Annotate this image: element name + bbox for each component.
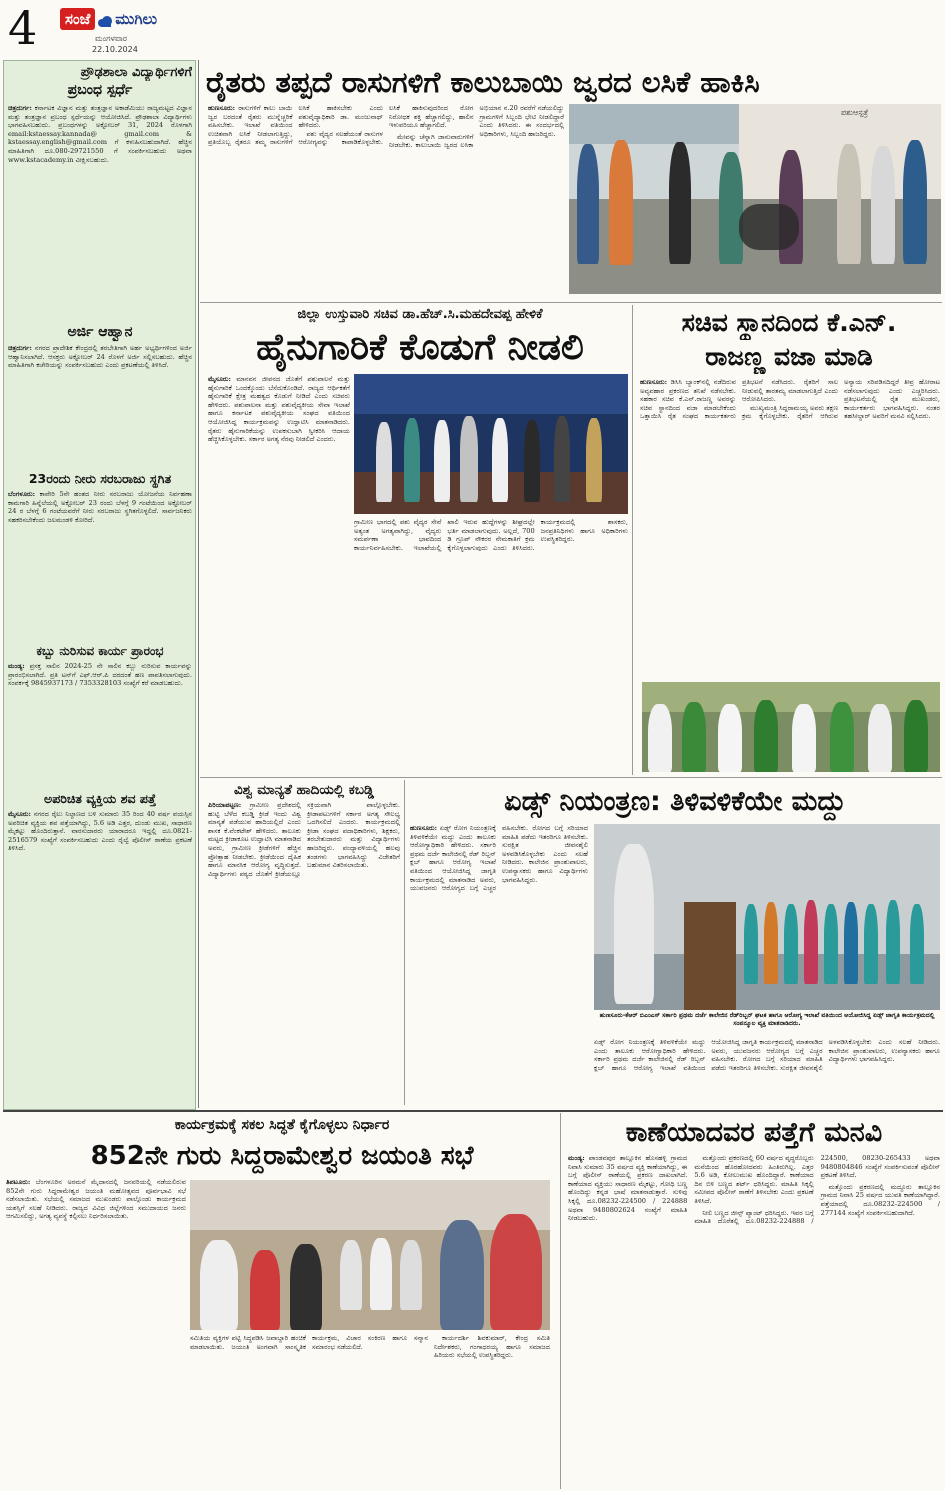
essay-headline-2: ಪ್ರಬಂಧ ಸ್ಪರ್ಧೆ bbox=[67, 82, 133, 98]
water-body bbox=[8, 490, 192, 642]
horticulture-kicker: ಜಿಲ್ಲಾ ಉಸ್ತುವಾರಿ ಸಚಿವ ಡಾ.ಹೆಚ್.ಸಿ.ಮಹದೇವಪ್ಪ ಹೇಳಿಕೆ bbox=[297, 307, 543, 322]
masthead-date: 22.10.2024 bbox=[92, 45, 138, 54]
water-dateline: ಬೆಂಗಳೂರು: bbox=[8, 490, 36, 498]
kabaddi-body bbox=[208, 801, 400, 1103]
aids-caption: ಹುಣಸೂರು-ಕೆಆರ್‌ ಬಿಎಂಎಸ್ ಸರ್ಕಾರಿ ಪ್ರಥಮ ದರ್ಜೆ ಕಾಲೇಜಿನ ರೆಡ್‌ರಿಬ್ಬನ್ ಘಟಕ ಹಾಗೂ ಆರೋಗ್ಯ ಇಲಾಖೆ ವತಿಯಿಂದ ಆಯೋಜಿಸಿದ್ದ ಏಡ್ಸ್ ಜಾಗೃತಿ ಕಾರ್ಯಕ್ರಮದಲ್ಲಿ ಸಂಪನ್ಮೂಲ ವ್ಯಕ್ತಿ ಮಾತನಾಡಿದರು. bbox=[599, 1012, 935, 1027]
unknown-body bbox=[8, 810, 192, 1100]
applications-headline: ಅರ್ಜಿ ಆಹ್ವಾನ bbox=[67, 324, 133, 340]
unknown-dateline: ಮೈಸೂರು: bbox=[8, 810, 31, 818]
jayanti-body-1 bbox=[6, 1178, 186, 1486]
applications-brief bbox=[8, 322, 192, 448]
sugarcane-brief bbox=[8, 642, 192, 800]
minister-headline-1: ಸಚಿವ ಸ್ಥಾನದಿಂದ ಕೆ.ಎನ್. bbox=[681, 308, 897, 337]
missing-dateline: ಮಂಡ್ಯ: bbox=[568, 1154, 585, 1162]
missing-text-3: ನೀಲಿ ಬಣ್ಣದ ಜೀನ್ಸ್ ಪ್ಯಾಂಟ್ ಧರಿಸಿದ್ದರು. ಇವರ ಬಗ್ಗೆ ಮಾಹಿತಿ ದೊರೆತಲ್ಲಿ ದೂ.08232-224888 / 224500, 08230-265433 ಅಥವಾ 9480804846 ಸಂಖ್ಯೆಗೆ ಸಂಪರ್ಕಿಸುವಂತೆ ಪೊಲೀಸ್ ಪ್ರಕಟಣೆ ತಿಳಿಸಿದೆ. bbox=[694, 1154, 940, 1226]
cloud-icon bbox=[97, 13, 113, 25]
water-text: ಕಾವೇರಿ 5ನೇ ಹಂತದ ನೀರು ಸರಬರಾಜು ಯೋಜನೆಯ ನಿರ್ವಹಣಾ ಕಾಮಗಾರಿ ಹಿನ್ನೆಲೆಯಲ್ಲಿ ಅಕ್ಟೋಬರ್ 23 ರಂದು ಬೆಳಗ್ಗೆ 9 ಗಂಟೆಯಿಂದ ಅಕ್ಟೋಬರ್ 24 ರ ಬೆಳಗ್ಗೆ 6 ಗಂಟೆಯವರೆಗೆ ನೀರು ಸರಬರಾಜು ಸ್ಥಗಿತಗೊಳ್ಳಲಿದೆ. ಸಾರ್ವಜನಿಕರು ಸಹಕರಿಸಬೇಕೆಂದು ಜಲಮಂಡಳಿ ಕೋರಿದೆ. bbox=[8, 490, 192, 524]
essay-text: ಕರ್ನಾಟಕ ವಿಜ್ಞಾನ ಮತ್ತು ತಂತ್ರಜ್ಞಾನ ಅಕಾಡೆಮಿಯು ರಾಜ್ಯಮಟ್ಟದ ವಿಜ್ಞಾನ ಮತ್ತು ತಂತ್ರಜ್ಞಾನ ಪ್ರಬಂಧ ಸ್ಪರ್ಧೆಯನ್ನು ಆಯೋಜಿಸಿದೆ. ಪ್ರೌಢಶಾಲಾ ವಿದ್ಯಾರ್ಥಿಗಳು ಭಾಗವಹಿಸಬಹುದು. ಪ್ರಬಂಧಗಳನ್ನು ಅಕ್ಟೋಬರ್ 31, 2024 ರೊಳಗಾಗಿ email:kstaessay.kannada@ gmail.com & kstaessay.english@gmail.com ಗೆ ಕಳುಹಿಸಬಹುದಾಗಿದೆ. ಹೆಚ್ಚಿನ ಮಾಹಿತಿಗಾಗಿ ದೂ.080-29721550 ಗೆ ಸಂಪರ್ಕಿಸಬಹುದು ಅಥವಾ www.kstacademy.in ವೀಕ್ಷಿಸಬಹುದು. bbox=[8, 104, 192, 164]
aids-photo bbox=[594, 824, 940, 1010]
horticulture-text-left: ಮಾನವನ ಜೀವನದ ಜೊತೆಗೆ ಪಶುಪಾಲನೆ ಮತ್ತು ಹೈನುಗಾರಿಕೆ ಒಂದಕ್ಕೊಂದು ಬೆಸೆದುಕೊಂಡಿದೆ. ರಾಜ್ಯದ ಆರ್ಥಿಕತೆಗೆ ಹೈನುಗಾರಿಕೆ ಕ್ಷೇತ್ರ ಮಹತ್ವದ ಕೊಡುಗೆ ನೀಡಿದೆ ಎಂದು ಸಚಿವರು ಹೇಳಿದರು. ಪಶುಪಾಲನಾ ಮತ್ತು ಪಶುವೈದ್ಯಕೀಯ ಸೇವಾ ಇಲಾಖೆ ಹಾಗೂ ಕರ್ನಾಟಕ ಪಶುವೈದ್ಯಕೀಯ ಸಂಘದ ವತಿಯಿಂದ ಆಯೋಜಿಸಿದ್ದ ಕಾರ್ಯಕ್ರಮವನ್ನು ಉದ್ಘಾಟಿಸಿ ಮಾತನಾಡಿದರು. ರೈತರು ಹೈನುಗಾರಿಕೆಯನ್ನು ಉಪಕಸುಬಾಗಿ ಸ್ವೀಕರಿಸಿ ಆದಾಯ ಹೆಚ್ಚಿಸಿಕೊಳ್ಳಬೇಕು. ಸರ್ಕಾರ ಅಗತ್ಯ ನೆರವು ನೀಡಲಿದೆ ಎಂದರು. bbox=[208, 375, 350, 444]
brand-name-left: ಸಂಜೆ bbox=[60, 8, 95, 30]
missing-body bbox=[568, 1154, 940, 1486]
vaccine-text-3: ಮೇವನ್ನು ಚೆನ್ನಾಗಿ ಜಾನುವಾರುಗಳಿಗೆ ನೀಡಬೇಕು. ಕಾಲುಬಾಯಿ ಜ್ವರದ ಲಸಿಕಾ ಅಭಿಯಾನ ನ.20 ರವರೆಗೆ ನಡೆಯಲಿದ್ದು ಗ್ರಾಮಗಳಿಗೆ ಸಿಬ್ಬಂದಿ ಭೇಟಿ ನೀಡಲಿದ್ದಾರೆ ಎಂದು ತಿಳಿಸಿದರು. ಈ ಸಂದರ್ಭದಲ್ಲಿ ಅಧಿಕಾರಿಗಳು, ಸಿಬ್ಬಂದಿ ಹಾಜರಿದ್ದರು. bbox=[389, 104, 564, 150]
horticulture-body-left bbox=[208, 375, 350, 775]
unknown-body-brief bbox=[8, 790, 192, 1100]
missing-text-4: ಮತ್ತೊಂದು ಪ್ರಕರಣದಲ್ಲಿ ಮದ್ದೂರು ತಾಲ್ಲೂಕಿನ ಗ್ರಾಮದ ನಿವಾಸಿ 25 ವರ್ಷದ ಯುವತಿ ಕಾಣೆಯಾಗಿದ್ದಾರೆ. ಪತ್ತೆಯಾದಲ್ಲಿ ದೂ.08232-224500 / 277144 ಸಂಖ್ಯೆಗೆ ಸಂಪರ್ಕಿಸಬಹುದಾಗಿದೆ. bbox=[820, 1182, 940, 1217]
missing-text-2: ಮತ್ತೊಂದು ಪ್ರಕರಣದಲ್ಲಿ 60 ವರ್ಷದ ವೃದ್ಧರೊಬ್ಬರು ಮನೆಯಿಂದ ಹೊರಹೋದವರು ಹಿಂತಿರುಗಿಲ್ಲ. ಎತ್ತರ 5.6 ಅಡಿ, ಕೋಲುಮುಖ ಹೊಂದಿದ್ದಾರೆ. ಕಾಣೆಯಾದ ದಿನ ಬಿಳಿ ಬಣ್ಣದ ಶರ್ಟ್ ಧರಿಸಿದ್ದರು. ಮಾಹಿತಿ ಸಿಕ್ಕಲ್ಲಿ ಸಮೀಪದ ಪೊಲೀಸ್ ಠಾಣೆಗೆ ತಿಳಿಸಬೇಕು ಎಂದು ಪ್ರಕಟಣೆ ತಿಳಿಸಿದೆ. bbox=[694, 1154, 814, 1205]
aids-dateline: ಹುಣಸೂರು: bbox=[410, 824, 438, 832]
missing-text-1: ಪಾಂಡವಪುರ ತಾಲ್ಲೂಕಿನ ಹೊಸಹಳ್ಳಿ ಗ್ರಾಮದ ನಿವಾಸಿ ಸುಮಾರು 35 ವರ್ಷದ ವ್ಯಕ್ತಿ ಕಾಣೆಯಾಗಿದ್ದು, ಈ ಬಗ್ಗೆ ಪೊಲೀಸ್ ಠಾಣೆಯಲ್ಲಿ ಪ್ರಕರಣ ದಾಖಲಾಗಿದೆ. ಕಾಣೆಯಾದ ವ್ಯಕ್ತಿಯು ಸಾಧಾರಣ ಮೈಕಟ್ಟು, ಗೋಧಿ ಬಣ್ಣ ಹೊಂದಿದ್ದು ಕನ್ನಡ ಭಾಷೆ ಮಾತನಾಡುತ್ತಾರೆ. ಸುಳಿವು ಸಿಕ್ಕಲ್ಲಿ ದೂ.08232-224500 / 224888 ಅಥವಾ 9480802624 ಸಂಖ್ಯೆಗೆ ಮಾಹಿತಿ ನೀಡಬಹುದು. bbox=[568, 1154, 688, 1223]
essay-headline-1: ಪ್ರೌಢಶಾಲಾ ವಿದ್ಯಾರ್ಥಿಗಳಿಗೆ bbox=[80, 65, 192, 80]
aids-body bbox=[410, 824, 588, 1104]
applications-body bbox=[8, 344, 192, 448]
vaccine-body bbox=[208, 104, 564, 300]
applications-text: ನಗರದ ಪ್ರಾದೇಶಿಕ ಕೇಂದ್ರದಲ್ಲಿ ತರಬೇತಿಗಾಗಿ ಅರ್ಹ ಅಭ್ಯರ್ಥಿಗಳಿಂದ ಅರ್ಜಿ ಆಹ್ವಾನಿಸಲಾಗಿದೆ. ಆಸಕ್ತರು ಅಕ್ಟೋಬರ್ 24 ರೊಳಗೆ ಅರ್ಜಿ ಸಲ್ಲಿಸಬಹುದು. ಹೆಚ್ಚಿನ ಮಾಹಿತಿಗಾಗಿ ಕಚೇರಿಯನ್ನು ಸಂಪರ್ಕಿಸಬಹುದು ಎಂದು ಪ್ರಕಟಣೆಯಲ್ಲಿ ತಿಳಿಸಿದೆ. bbox=[8, 344, 192, 370]
sugarcane-dateline: ಮಂಡ್ಯ: bbox=[8, 662, 25, 670]
minister-dateline: ಹುಣಸೂರು: bbox=[640, 378, 668, 386]
horticulture-text-right: ಗ್ರಾಮೀಣ ಭಾಗದಲ್ಲಿ ಪಶು ವೈದ್ಯರ ಸೇವೆ ಅತ್ಯಂತ ಅಗತ್ಯವಾಗಿದ್ದು, ವೈದ್ಯರು ಸಮರ್ಪಣಾ ಭಾವದಿಂದ ಕಾರ್ಯನಿರ್ವಹಿಸಬೇಕು. ಇಲಾಖೆಯಲ್ಲಿ ಖಾಲಿ ಇರುವ ಹುದ್ದೆಗಳನ್ನು ಶೀಘ್ರದಲ್ಲೇ ಭರ್ತಿ ಮಾಡಲಾಗುವುದು. ಅಲ್ಲದೆ, 700 ಡಿ ಗ್ರೂಪ್ ನೌಕರರ ನೇಮಕಾತಿಗೆ ಕ್ರಮ ಕೈಗೊಳ್ಳಲಾಗುವುದು ಎಂದು ತಿಳಿಸಿದರು. ಕಾರ್ಯಕ್ರಮದಲ್ಲಿ ಶಾಸಕರು, ಜನಪ್ರತಿನಿಧಿಗಳು ಹಾಗೂ ಅಧಿಕಾರಿಗಳು ಉಪಸ್ಥಿತರಿದ್ದರು. bbox=[354, 518, 628, 552]
vaccine-text-1: ರಾಸುಗಳಿಗೆ ಕಾಲು ಬಾಯಿ ಜ್ವರ ಬರದಂತೆ ರೈತರು ಮುನ್ನೆಚ್ಚರಿಕೆ ವಹಿಸಬೇಕು. ಇಲಾಖೆ ವತಿಯಿಂದ ಉಚಿತವಾಗಿ ಲಸಿಕೆ ನೀಡಲಾಗುತ್ತಿದ್ದು, ಪ್ರತಿಯೊಬ್ಬ ರೈತರೂ ತಮ್ಮ ರಾಸುಗಳಿಗೆ ಲಸಿಕೆ ಹಾಕಿಸಬೇಕು ಎಂದು ಪಶುವೈದ್ಯಾಧಿಕಾರಿ ಡಾ. ಮಂಜುನಾಥ್ ಹೇಳಿದರು. bbox=[208, 104, 383, 147]
sugarcane-headline: ಕಬ್ಬು ನುರಿಸುವ ಕಾರ್ಯ ಪ್ರಾರಂಭ bbox=[36, 644, 164, 658]
unknown-text: ನಗರದ ರೈಲು ನಿಲ್ದಾಣದ ಬಳಿ ಸುಮಾರು 35 ರಿಂದ 40 ವರ್ಷ ವಯಸ್ಸಿನ ಅಪರಿಚಿತ ವ್ಯಕ್ತಿಯ ಶವ ಪತ್ತೆಯಾಗಿದ್ದು, 5.6 ಅಡಿ ಎತ್ತರ, ದುಂಡು ಮುಖ, ಸಾಧಾರಣ ಮೈಕಟ್ಟು ಹೊಂದಿರುತ್ತಾನೆ. ವಾರಸುದಾರರು ಯಾರಾದರೂ ಇದ್ದಲ್ಲಿ ದೂ.0821-2516579 ಸಂಖ್ಯೆಗೆ ಸಂಪರ್ಕಿಸಬಹುದು ಎಂದು ರೈಲ್ವೆ ಪೊಲೀಸ್ ಠಾಣೆಯ ಪ್ರಕಟಣೆ ತಿಳಿಸಿದೆ. bbox=[8, 810, 192, 853]
brand-name-right: ಮುಗಿಲು bbox=[115, 10, 158, 28]
jayanti-body-2 bbox=[190, 1334, 550, 1486]
minister-body-1 bbox=[640, 378, 940, 676]
horticulture-headline: ಹೈನುಗಾರಿಕೆ ಕೊಡುಗೆ ನೀಡಲಿ bbox=[256, 327, 584, 368]
masthead-weekday: ಮಂಗಳವಾರ bbox=[95, 34, 128, 43]
kabaddi-headline: ವಿಶ್ವ ಮಾನ್ಯತೆ ಹಾದಿಯಲ್ಲಿ ಕಬಡ್ಡಿ bbox=[233, 782, 375, 798]
jayanti-photo bbox=[190, 1180, 550, 1330]
sugarcane-text: ಪ್ರಸಕ್ತ ಸಾಲಿನ 2024-25 ನೇ ಸಾಲಿನ ಕಬ್ಬು ನುರಿಸುವ ಕಾರ್ಯವನ್ನು ಪ್ರಾರಂಭಿಸಲಾಗಿದೆ. ಪ್ರತಿ ಟನ್‌ಗೆ ಎಫ್.ಆರ್.ಪಿ ದರದಂತೆ ಹಣ ಪಾವತಿಸಲಾಗುವುದು. ಸಂಪರ್ಕಕ್ಕೆ 9845937173 / 7353328103 ಸಂಖ್ಯೆಗೆ ಕರೆ ಮಾಡಬಹುದು. bbox=[8, 662, 192, 688]
essay-body bbox=[8, 104, 192, 316]
jayanti-text-3: ಕಾರ್ಯದರ್ಶಿ ಶಿವಕುಮಾರ್, ಕೇಂದ್ರ ಸಮಿತಿ ನಿರ್ದೇಶಕರು, ಗಂಗಾಧರಯ್ಯ ಹಾಗೂ ಸಮಾಜದ ಹಿರಿಯರು ಸಭೆಯಲ್ಲಿ ಉಪಸ್ಥಿತರಿದ್ದರು. bbox=[434, 1334, 550, 1360]
water-headline: 23ರಂದು ನೀರು ಸರಬರಾಜು ಸ್ಥಗಿತ bbox=[28, 471, 172, 486]
masthead bbox=[0, 0, 945, 60]
jayanti-kicker: ಕಾರ್ಯಕ್ರಮಕ್ಕೆ ಸಕಲ ಸಿದ್ಧತೆ ಕೈಗೊಳ್ಳಲು ನಿರ್ಧಾರ bbox=[174, 1117, 390, 1133]
vaccine-photo bbox=[569, 104, 941, 294]
aids-text: ಏಡ್ಸ್ ರೋಗ ನಿಯಂತ್ರಣಕ್ಕೆ ತಿಳಿವಳಿಕೆಯೇ ಮದ್ದು ಎಂದು ತಾಲೂಕು ಆರೋಗ್ಯಾಧಿಕಾರಿ ಹೇಳಿದರು. ಸರ್ಕಾರಿ ಪ್ರಥಮ ದರ್ಜೆ ಕಾಲೇಜಿನಲ್ಲಿ ರೆಡ್ ರಿಬ್ಬನ್ ಕ್ಲಬ್ ಹಾಗೂ ಆರೋಗ್ಯ ಇಲಾಖೆ ವತಿಯಿಂದ ಆಯೋಜಿಸಿದ್ದ ಜಾಗೃತಿ ಕಾರ್ಯಕ್ರಮದಲ್ಲಿ ಮಾತನಾಡಿದ ಅವರು, ಯುವಜನರು ಆರೋಗ್ಯದ ಬಗ್ಗೆ ಎಚ್ಚರ ವಹಿಸಬೇಕು. ರೋಗದ ಬಗ್ಗೆ ಸರಿಯಾದ ಮಾಹಿತಿ ಪಡೆದು ಇತರರಿಗೂ ತಿಳಿಸಬೇಕು. ಸುರಕ್ಷಿತ ಜೀವನಶೈಲಿ ಅಳವಡಿಸಿಕೊಳ್ಳಬೇಕು ಎಂದು ಸಲಹೆ ನೀಡಿದರು. ಕಾಲೇಜಿನ ಪ್ರಾಂಶುಪಾಲರು, ಉಪನ್ಯಾಸಕರು ಹಾಗೂ ವಿದ್ಯಾರ್ಥಿಗಳು ಭಾಗವಹಿಸಿದ್ದರು. bbox=[410, 824, 588, 893]
page-number: 4 bbox=[8, 1, 38, 55]
horticulture-body-right bbox=[354, 518, 628, 776]
aids-text-cont: ಏಡ್ಸ್ ರೋಗ ನಿಯಂತ್ರಣಕ್ಕೆ ತಿಳಿವಳಿಕೆಯೇ ಮದ್ದು ಎಂದು ತಾಲೂಕು ಆರೋಗ್ಯಾಧಿಕಾರಿ ಹೇಳಿದರು. ಸರ್ಕಾರಿ ಪ್ರಥಮ ದರ್ಜೆ ಕಾಲೇಜಿನಲ್ಲಿ ರೆಡ್ ರಿಬ್ಬನ್ ಕ್ಲಬ್ ಹಾಗೂ ಆರೋಗ್ಯ ಇಲಾಖೆ ವತಿಯಿಂದ ಆಯೋಜಿಸಿದ್ದ ಜಾಗೃತಿ ಕಾರ್ಯಕ್ರಮದಲ್ಲಿ ಮಾತನಾಡಿದ ಅವರು, ಯುವಜನರು ಆರೋಗ್ಯದ ಬಗ್ಗೆ ಎಚ್ಚರ ವಹಿಸಬೇಕು. ರೋಗದ ಬಗ್ಗೆ ಸರಿಯಾದ ಮಾಹಿತಿ ಪಡೆದು ಇತರರಿಗೂ ತಿಳಿಸಬೇಕು. ಸುರಕ್ಷಿತ ಜೀವನಶೈಲಿ ಅಳವಡಿಸಿಕೊಳ್ಳಬೇಕು ಎಂದು ಸಲಹೆ ನೀಡಿದರು. ಕಾಲೇಜಿನ ಪ್ರಾಂಶುಪಾಲರು, ಉಪನ್ಯಾಸಕರು ಹಾಗೂ ವಿದ್ಯಾರ್ಥಿಗಳು ಭಾಗವಹಿಸಿದ್ದರು. bbox=[594, 1038, 940, 1072]
water-brief bbox=[8, 470, 192, 642]
jayanti-headline: 852ನೇ ಗುರು ಸಿದ್ದರಾಮೇಶ್ವರ ಜಯಂತಿ ಸಭೆ bbox=[90, 1141, 474, 1171]
applications-dateline: ಚಿತ್ರದುರ್ಗ: bbox=[8, 344, 32, 352]
jayanti-text-2: ಸಮಿತಿಯ ವ್ಯಕ್ತಿಗಳ ಪಟ್ಟಿ ಸಿದ್ಧಪಡಿಸಿ ಜವಾಬ್ದಾರಿ ಹಂಚಿಕೆ ಮಾಡಲಾಯಿತು. ಜಯಂತಿ ಅಂಗವಾಗಿ ಸಾಂಸ್ಕೃತಿಕ ಕಾರ್ಯಕ್ರಮ, ವಿಚಾರ ಸಂಕಿರಣ ಹಾಗೂ ಸನ್ಮಾನ ಸಮಾರಂಭ ನಡೆಯಲಿದೆ. bbox=[190, 1334, 428, 1351]
aids-headline: ಏಡ್ಸ್ ನಿಯಂತ್ರಣ: ತಿಳಿವಳಿಕೆಯೇ ಮದ್ದು bbox=[504, 786, 846, 817]
essay-dateline: ಚಿತ್ರದುರ್ಗ: bbox=[8, 104, 32, 112]
minister-text-1: ಡಿಸಿಸಿ ಬ್ಯಾಂಕ್‌ನಲ್ಲಿ ನಡೆದಿರುವ ಅವ್ಯವಹಾರ ಪ್ರಕರಣದ ತನಿಖೆ ನಡೆಸಬೇಕು. ಸಹಕಾರ ಸಚಿವ ಕೆ.ಎನ್.ರಾಜಣ್ಣ ಅವರನ್ನು ಸಚಿವ ಸ್ಥಾನದಿಂದ ವಜಾ ಮಾಡಬೇಕೆಂದು ಒತ್ತಾಯಿಸಿ ರೈತ ಸಂಘದ ಕಾರ್ಯಕರ್ತರು ಪ್ರತಿಭಟನೆ ನಡೆಸಿದರು. ರೈತರಿಗೆ ಸಾಲ ನೀಡುವಲ್ಲಿ ತಾರತಮ್ಯ ಮಾಡಲಾಗುತ್ತಿದೆ ಎಂದು ಆರೋಪಿಸಿದರು. bbox=[640, 378, 838, 421]
minister-photo bbox=[642, 682, 940, 772]
minister-text-2: ಮುಖ್ಯಮಂತ್ರಿ ಸಿದ್ದರಾಮಯ್ಯ ಅವರು ತಕ್ಷಣ ಕ್ರಮ ಕೈಗೊಳ್ಳಬೇಕು. ರೈತರಿಗೆ ಆಗಿರುವ ಅನ್ಯಾಯ ಸರಿಪಡಿಸದಿದ್ದರೆ ತೀವ್ರ ಹೋರಾಟ ನಡೆಸಲಾಗುವುದು ಎಂದು ಎಚ್ಚರಿಸಿದರು. ಪ್ರತಿಭಟನೆಯಲ್ಲಿ ರೈತ ಮುಖಂಡರು, ಕಾರ್ಯಕರ್ತರು ಭಾಗವಹಿಸಿದ್ದರು. ನಂತರ ತಹಸೀಲ್ದಾರ್ ಅವರಿಗೆ ಮನವಿ ಸಲ್ಲಿಸಿದರು. bbox=[742, 378, 940, 421]
jayanti-text-1: ಬೆಂಗಳೂರಿನ ಅರಮನೆ ಮೈದಾನದಲ್ಲಿ ಜನವರಿಯಲ್ಲಿ ನಡೆಯಲಿರುವ 852ನೇ ಗುರು ಸಿದ್ದರಾಮೇಶ್ವರ ಜಯಂತಿ ಮಹೋತ್ಸವದ ಪೂರ್ವಭಾವಿ ಸಭೆ ನಡೆಸಲಾಯಿತು. ಸಭೆಯಲ್ಲಿ ಸಮಾಜದ ಮುಖಂಡರು ಪಾಲ್ಗೊಂಡು ಕಾರ್ಯಕ್ರಮದ ಯಶಸ್ಸಿಗೆ ಸಲಹೆ ನೀಡಿದರು. ರಾಜ್ಯದ ವಿವಿಧ ಜಿಲ್ಲೆಗಳಿಂದ ಸಮುದಾಯದ ಜನರು ಆಗಮಿಸಲಿದ್ದು, ಅಗತ್ಯ ವ್ಯವಸ್ಥೆ ಕಲ್ಪಿಸಲು ನಿರ್ಧರಿಸಲಾಯಿತು. bbox=[6, 1178, 186, 1221]
vaccine-dateline: ಹುಣಸೂರು: bbox=[208, 104, 236, 112]
kabaddi-dateline: ಪಿರಿಯಾಪಟ್ಟಣ: bbox=[208, 801, 242, 809]
vaccine-headline: ರೈತರು ತಪ್ಪದೆ ರಾಸುಗಳಿಗೆ ಕಾಲುಬಾಯಿ ಜ್ವರದ ಲಸಿಕೆ ಹಾಕಿಸಿ bbox=[206, 65, 760, 99]
kabaddi-text: ಗ್ರಾಮೀಣ ಪ್ರದೇಶದಲ್ಲಿ ಹುಟ್ಟಿ ಬೆಳೆದ ಕಬಡ್ಡಿ ಕ್ರೀಡೆ ಇಂದು ವಿಶ್ವ ಮಾನ್ಯತೆ ಪಡೆಯುವ ಹಾದಿಯಲ್ಲಿದೆ ಎಂದು ಶಾಸಕ ಕೆ.ವೆಂಕಟೇಶ್ ಹೇಳಿದರು. ತಾಲೂಕು ಮಟ್ಟದ ಕ್ರೀಡಾಕೂಟ ಉದ್ಘಾಟಿಸಿ ಮಾತನಾಡಿದ ಅವರು, ಗ್ರಾಮೀಣ ಕ್ರೀಡೆಗಳಿಗೆ ಹೆಚ್ಚಿನ ಪ್ರೋತ್ಸಾಹ ನೀಡಬೇಕು. ಕ್ರೀಡೆಯಿಂದ ದೈಹಿಕ ಹಾಗೂ ಮಾನಸಿಕ ಆರೋಗ್ಯ ವೃದ್ಧಿಸುತ್ತದೆ. ವಿದ್ಯಾರ್ಥಿಗಳು ಪಠ್ಯದ ಜೊತೆಗೆ ಕ್ರೀಡೆಯಲ್ಲೂ ಸಕ್ರಿಯವಾಗಿ ಪಾಲ್ಗೊಳ್ಳಬೇಕು. ಕ್ರೀಡಾಪಟುಗಳಿಗೆ ಸರ್ಕಾರ ಅಗತ್ಯ ಸೌಲಭ್ಯ ಒದಗಿಸಲಿದೆ ಎಂದರು. ಕಾರ್ಯಕ್ರಮದಲ್ಲಿ ಕ್ರೀಡಾ ಸಂಘದ ಪದಾಧಿಕಾರಿಗಳು, ಶಿಕ್ಷಕರು, ತರಬೇತುದಾರರು ಮತ್ತು ವಿದ್ಯಾರ್ಥಿಗಳು ಹಾಜರಿದ್ದರು. ಪಂದ್ಯಾವಳಿಯಲ್ಲಿ ಹಲವು ತಂಡಗಳು ಭಾಗವಹಿಸಿದ್ದು ವಿಜೇತರಿಗೆ ಬಹುಮಾನ ವಿತರಿಸಲಾಯಿತು. bbox=[208, 801, 400, 878]
minister-headline-2: ರಾಜಣ್ಣ ವಜಾ ಮಾಡಿ bbox=[705, 342, 873, 371]
horticulture-dateline: ಮೈಸೂರು: bbox=[208, 375, 231, 383]
vaccine-text-2: ಪಶು ವೈದ್ಯರ ಸಲಹೆಯಂತೆ ರಾಸುಗಳ ಆರೋಗ್ಯವನ್ನು ಕಾಪಾಡಿಕೊಳ್ಳಬೇಕು. ಲಸಿಕೆ ಹಾಕಿಸುವುದರಿಂದ ರೋಗ ನಿರೋಧಕ ಶಕ್ತಿ ಹೆಚ್ಚಾಗಲಿದ್ದು, ಹಾಲಿನ ಇಳುವರಿಯೂ ಹೆಚ್ಚಾಗಲಿದೆ. bbox=[298, 104, 474, 147]
building-sign: ಪಶುಆಸ್ಪತ್ರೆ bbox=[841, 108, 869, 117]
unknown-headline: ಅಪರಿಚಿತ ವ್ಯಕ್ತಿಯ ಶವ ಪತ್ತೆ bbox=[43, 791, 157, 806]
sugarcane-body bbox=[8, 662, 192, 800]
essay-brief bbox=[8, 64, 192, 316]
horticulture-photo bbox=[354, 374, 628, 514]
missing-headline: ಕಾಣೆಯಾದವರ ಪತ್ತೆಗೆ ಮನವಿ bbox=[625, 1117, 883, 1148]
masthead-brand bbox=[60, 6, 157, 32]
jayanti-dateline: ತಿಪಟೂರು: bbox=[6, 1178, 31, 1186]
aids-body-cont bbox=[594, 1038, 940, 1104]
